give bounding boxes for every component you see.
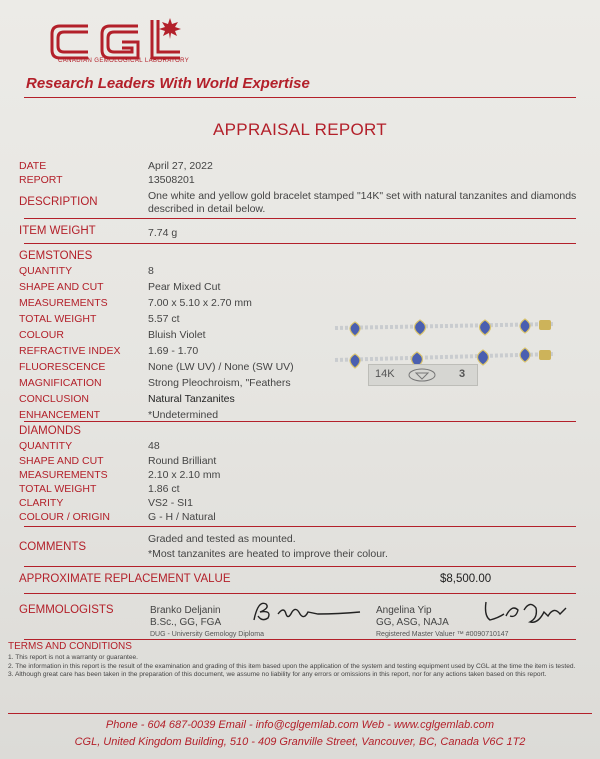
dia-clarity-value: VS2 - SI1 [148, 497, 193, 509]
report-label: REPORT [19, 174, 63, 186]
gem-measurements-label: MEASUREMENTS [19, 297, 108, 309]
gem-shape-label: SHAPE AND CUT [19, 281, 104, 293]
dia-measurements-value: 2.10 x 2.10 mm [148, 469, 221, 481]
signature-1 [248, 596, 366, 626]
comments-label: COMMENTS [19, 541, 87, 553]
gem-quantity-value: 8 [148, 265, 154, 277]
footer-address: CGL, United Kingdom Building, 510 - 409 Granville Street, Vancouver, BC, Canada V6C 1T2 [74, 736, 526, 748]
diamonds-heading: DIAMONDS [19, 425, 81, 437]
gem-shape-value: Pear Mixed Cut [148, 281, 221, 293]
dia-shape-label: SHAPE AND CUT [19, 455, 104, 467]
terms-heading: TERMS AND CONDITIONS [8, 641, 132, 652]
gem-magnification-value: Strong Pleochroism, "Feathers [148, 377, 291, 389]
gemmologist-2-note: Registered Master Valuer ™ #0090710147 [376, 631, 509, 638]
signature-2 [478, 596, 578, 626]
gem-colour-value: Bluish Violet [148, 329, 206, 341]
footer-divider [8, 713, 592, 714]
description-divider [24, 218, 576, 219]
replacement-value-label: APPROXIMATE REPLACEMENT VALUE [19, 573, 231, 585]
date-label: DATE [19, 160, 47, 172]
gemmologist-2-name: Angelina Yip [376, 605, 432, 616]
diamonds-divider [24, 526, 576, 527]
gem-colour-label: COLOUR [19, 329, 64, 341]
stamp-number: 3 [459, 368, 466, 380]
dia-quantity-value: 48 [148, 440, 160, 452]
gem-conclusion-value: Natural Tanzanites [148, 393, 235, 405]
term-3: 3. Although great care has been taken in the preparation of this document, we assume no liability for any errors or omissions in this report, nor for any actions taken based on this report. [8, 671, 547, 679]
gemmologist-2-title: GG, ASG, NAJA [376, 617, 449, 628]
gem-ri-label: REFRACTIVE INDEX [19, 345, 121, 357]
gemstones-heading: GEMSTONES [19, 250, 93, 262]
gem-ri-value: 1.69 - 1.70 [148, 345, 199, 357]
dia-colour-label: COLOUR / ORIGIN [19, 511, 111, 523]
comments-line2: *Most tanzanites are heated to improve their colour. [148, 548, 388, 560]
gem-fluorescence-value: None (LW UV) / None (SW UV) [148, 361, 294, 373]
page-title: APPRAISAL REPORT [213, 120, 387, 139]
comments-divider [24, 566, 576, 567]
tagline: Research Leaders With World Expertise [26, 75, 310, 92]
weight-divider [24, 243, 576, 244]
gem-weight-value: 5.57 ct [148, 313, 180, 325]
term-2: 2. The information in this report is the result of the examination and grading of this item based upon the application of the system and testing equipment used by CGL at the time the item is tested. [8, 662, 576, 670]
dia-colour-value: G - H / Natural [148, 511, 216, 523]
dia-quantity-label: QUANTITY [19, 440, 73, 452]
logo-subtitle: CANADIAN GEMOLOGICAL LABORATORY [58, 58, 190, 64]
diamond-hallmark-icon [407, 368, 437, 382]
comments-line1: Graded and tested as mounted. [148, 533, 296, 545]
gem-enhancement-value: *Undetermined [148, 409, 219, 421]
gemmologist-1-title: B.Sc., GG, FGA [150, 617, 222, 628]
item-weight-value: 7.74 g [148, 227, 178, 239]
gemmologists-label: GEMMOLOGISTS [19, 604, 114, 616]
value-divider [24, 593, 576, 594]
gemmologist-1-name: Branko Deljanin [150, 605, 221, 616]
item-weight-label: ITEM WEIGHT [19, 225, 96, 237]
gem-magnification-label: MAGNIFICATION [19, 377, 102, 389]
term-1: 1. This report is not a warranty or guarantee. [8, 654, 138, 661]
description-label: DESCRIPTION [19, 196, 98, 208]
gemmologist-1-note: DUG - University Gemology Diploma [150, 631, 264, 638]
gemstones-divider [24, 421, 576, 422]
karat-stamp [368, 364, 478, 386]
dia-clarity-label: CLARITY [19, 497, 64, 509]
dia-weight-label: TOTAL WEIGHT [19, 483, 97, 495]
gem-fluorescence-label: FLUORESCENCE [19, 361, 106, 373]
dia-shape-value: Round Brilliant [148, 455, 217, 467]
gem-conclusion-label: CONCLUSION [19, 393, 90, 405]
gem-measurements-value: 7.00 x 5.10 x 2.70 mm [148, 297, 252, 309]
replacement-value-amount: $8,500.00 [440, 573, 492, 585]
header-divider [24, 97, 576, 98]
dia-measurements-label: MEASUREMENTS [19, 469, 108, 481]
gem-weight-label: TOTAL WEIGHT [19, 313, 97, 325]
gem-enhancement-label: ENHANCEMENT [19, 409, 101, 421]
footer-contact: Phone - 604 687-0039 Email - info@cglgemlab.com Web - www.cglgemlab.com [105, 719, 495, 731]
gem-quantity-label: QUANTITY [19, 265, 73, 277]
date-value: April 27, 2022 [148, 160, 213, 172]
report-number: 13508201 [148, 174, 195, 186]
dia-weight-value: 1.86 ct [148, 483, 180, 495]
stamp-karat: 14K [375, 368, 395, 380]
description-value: One white and yellow gold bracelet stamped "14K" set with natural tanzanites and diamonds described in detail below. [148, 190, 577, 215]
gemmologists-divider [24, 639, 576, 640]
terms-body [8, 654, 588, 680]
